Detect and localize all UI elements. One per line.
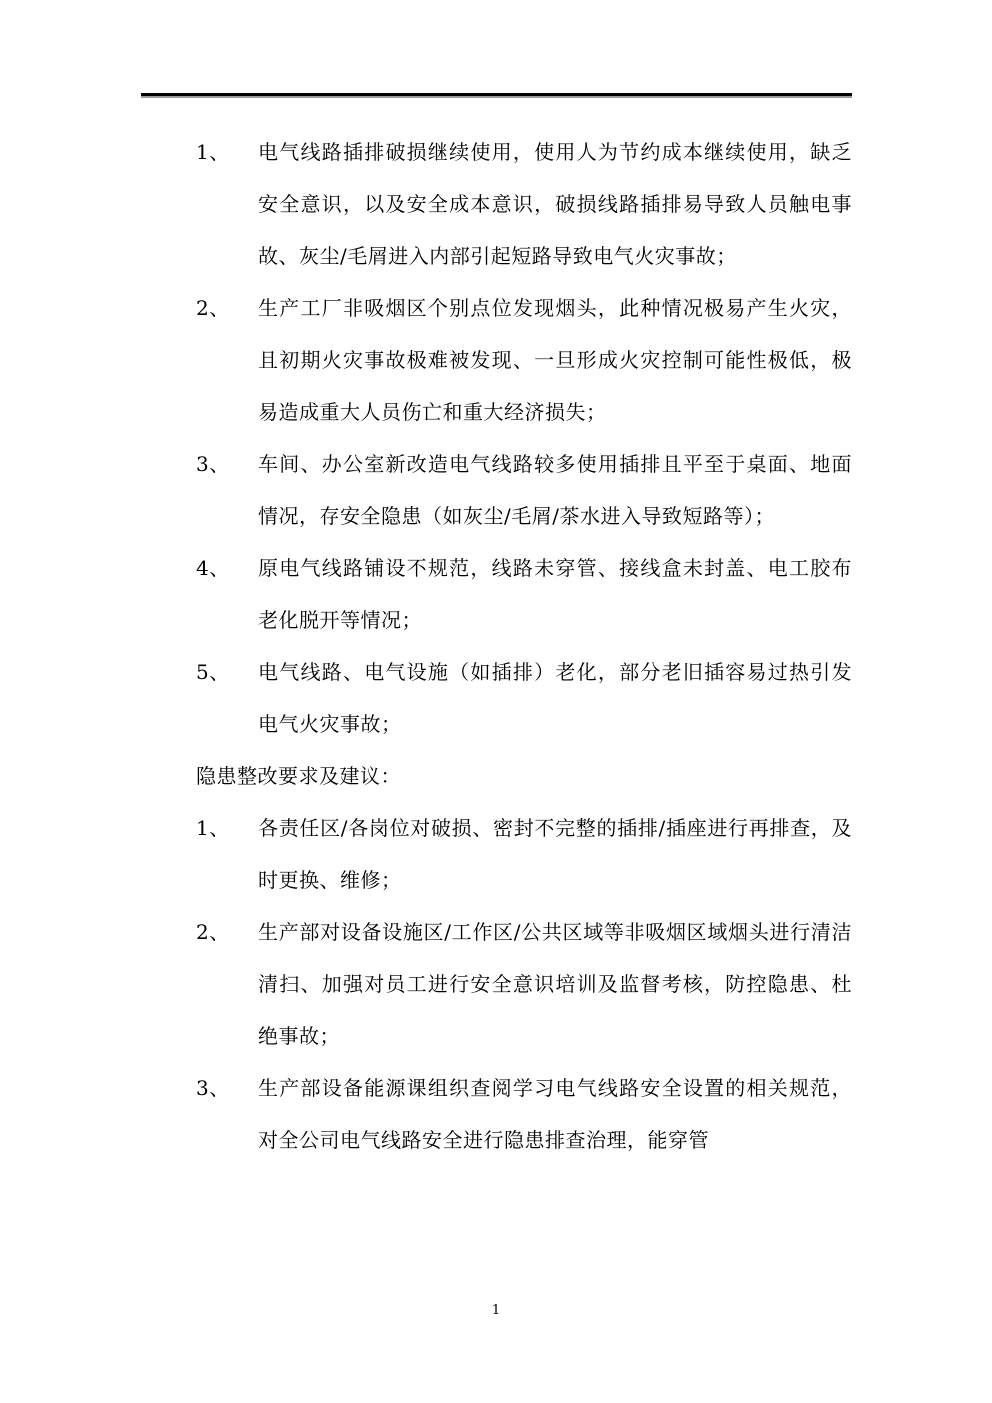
rectification-item-1 [196, 802, 852, 906]
rectification-text: 各责任区/各岗位对破损、密封不完整的插排/插座进行再排查，及时更换、维修； [258, 816, 852, 892]
issue-number: 2、 [196, 296, 230, 320]
rectification-heading: 隐患整改要求及建议： [196, 764, 401, 788]
rectification-text: 生产部设备能源课组织查阅学习电气线路安全设置的相关规范，对全公司电气线路安全进行隐患排查治理，能穿管 [258, 1076, 852, 1152]
issue-text: 电气线路插排破损继续使用，使用人为节约成本继续使用，缺乏安全意识，以及安全成本意识，破损线路插排易导致人员触电事故、灰尘/毛屑进入内部引起短路导致电气火灾事故； [258, 140, 852, 268]
rectification-item-2 [196, 906, 852, 1062]
issue-text: 车间、办公室新改造电气线路较多使用插排且平至于桌面、地面情况，存安全隐患（如灰尘/毛屑/茶水进入导致短路等）； [258, 452, 852, 528]
issue-item-4 [196, 542, 852, 646]
issue-item-3 [196, 438, 852, 542]
rectification-number: 3、 [196, 1076, 230, 1100]
issue-number: 1、 [196, 140, 230, 164]
issue-item-5 [196, 646, 852, 750]
issue-number: 5、 [196, 660, 230, 684]
issue-number: 3、 [196, 452, 230, 476]
rectification-number: 2、 [196, 920, 230, 944]
rectification-item-3 [196, 1062, 852, 1166]
issue-item-2 [196, 282, 852, 438]
issue-text: 原电气线路铺设不规范，线路未穿管、接线盒未封盖、电工胶布老化脱开等情况； [258, 556, 852, 632]
issue-item-1 [196, 126, 852, 282]
issue-text: 生产工厂非吸烟区个别点位发现烟头，此种情况极易产生火灾，且初期火灾事故极难被发现、一旦形成火灾控制可能性极低，极易造成重大人员伤亡和重大经济损失； [258, 296, 852, 424]
document-body [196, 126, 852, 1166]
issue-number: 4、 [196, 556, 230, 580]
page-number: 1 [491, 1303, 501, 1318]
rectification-text: 生产部对设备设施区/工作区/公共区域等非吸烟区域烟头进行清洁清扫、加强对员工进行安全意识培训及监督考核，防控隐患、杜绝事故； [258, 920, 852, 1048]
header-rule [141, 93, 852, 96]
rectification-number: 1、 [196, 816, 230, 840]
issue-text: 电气线路、电气设施（如插排）老化，部分老旧插容易过热引发电气火灾事故； [258, 660, 852, 736]
